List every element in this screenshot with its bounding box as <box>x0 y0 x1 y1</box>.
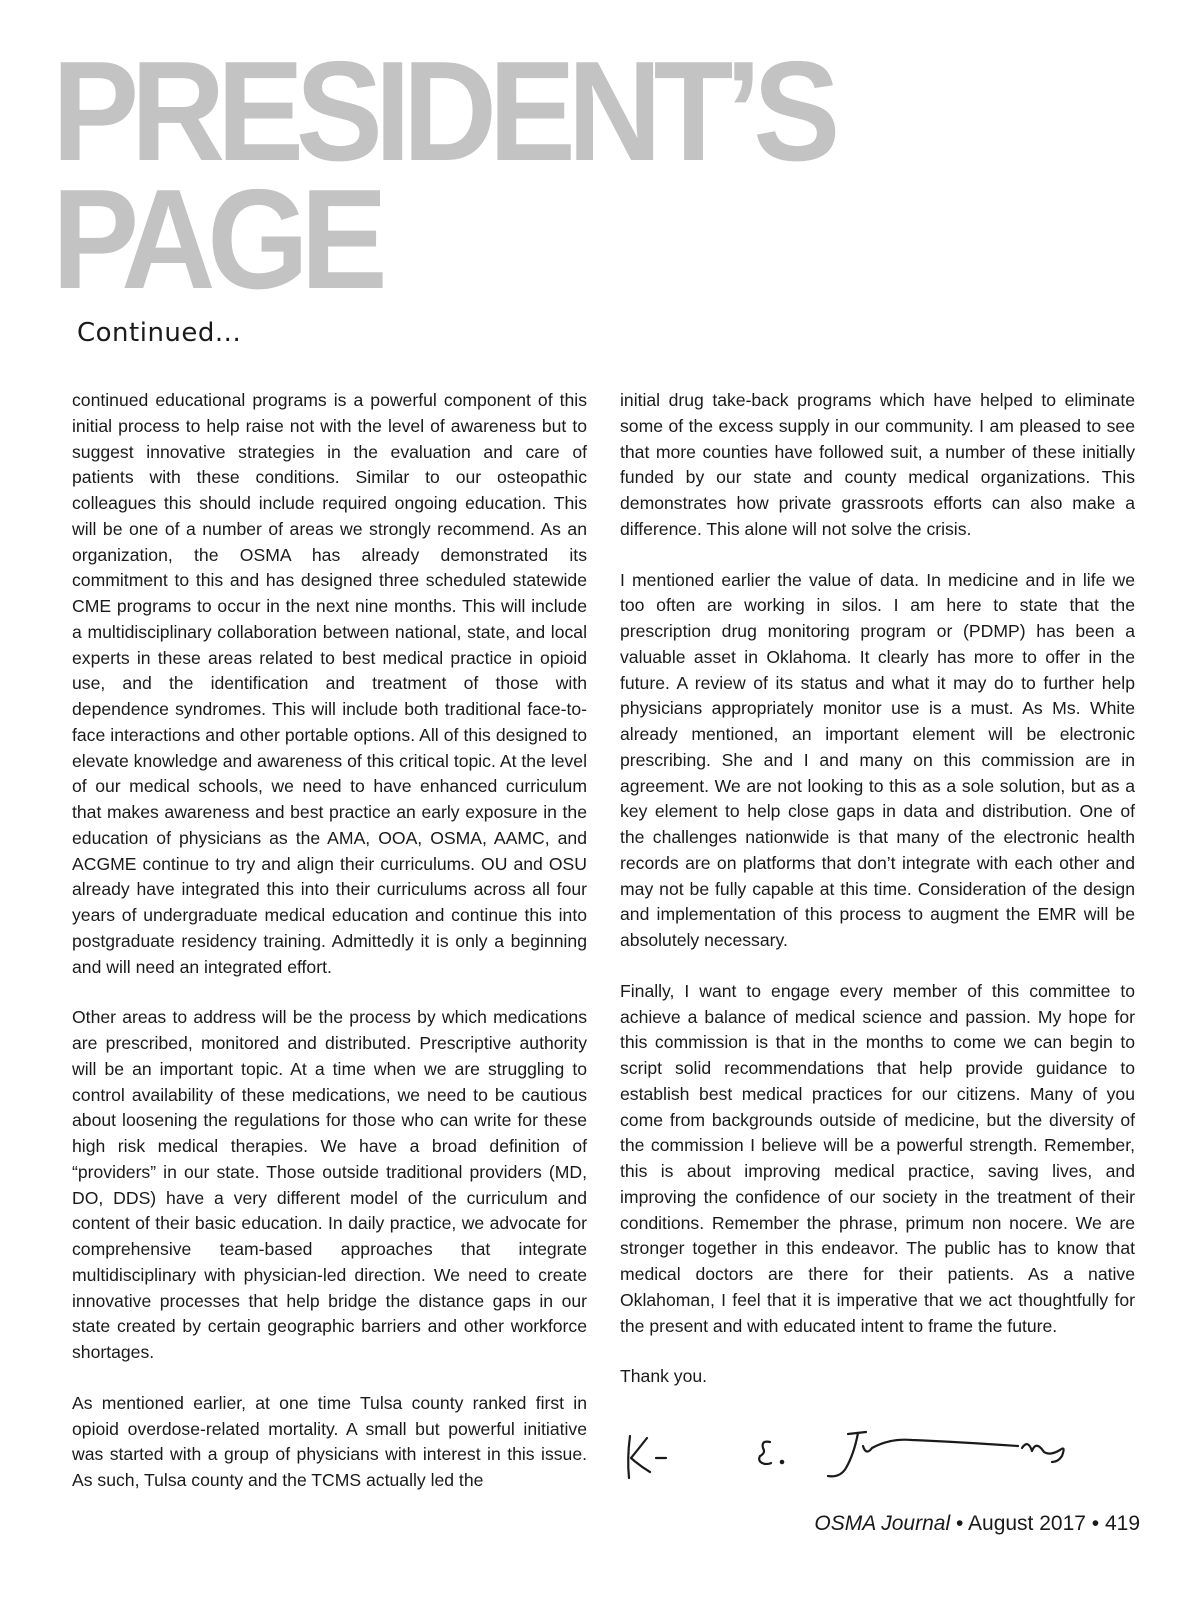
handwritten-signature <box>620 1428 1120 1503</box>
continued-subtitle: Continued... <box>77 318 242 348</box>
journal-name: OSMA Journal <box>814 1512 951 1535</box>
paragraph: As mentioned earlier, at one time Tulsa county ranked first in opioid overdose-related mortality. A small but powerful initiative was started with a group of physicians with interest in this issue. As such, Tulsa county and the TCMS actually led the <box>72 1392 587 1490</box>
paragraph: initial drug take-back programs which have helped to eliminate some of the excess supply in our community. I am pleased to see that more counties have followed suit, a number of these initially funded by our state and county medical organizations. This demonstrates how private grassroots efforts can also make a difference. This alone will not solve the crisis. <box>620 390 1135 539</box>
title-line-presidents: PRESIDENT’S <box>52 32 833 191</box>
paragraph: continued educational programs is a powerful component of this initial process to help raise not with the level of awareness but to suggest innovative strategies in the evaluation and care of patients with these conditions. Similar to our osteopathic colleagues this should include required ongoing education. This will be one of a number of areas we strongly recommend. As an organization, the OSMA has already demonstrated its commitment to this and has designed three scheduled statewide CME programs to occur in the next nine months. This will include a multidisciplinary collaboration between national, state, and local experts in these areas related to best medical practice in opioid use, and the identification and treatment of those with dependence syndromes. This will include both traditional face-to-face interactions and other portable options. All of this designed to elevate knowledge and awareness of this critical topic. At the level of our medical schools, we need to have enhanced curriculum that makes awareness and best practice an early exposure in the education of physicians as the AMA, OOA, OSMA, AAMC, and ACGME continue to try and align their curriculums. OU and OSU already have integrated this into their curriculums across all four years of undergraduate medical education and continue this into postgraduate residency training. Admittedly it is only a beginning and will need an integrated effort. <box>72 390 587 977</box>
right-column <box>620 388 1135 1390</box>
paragraph: I mentioned earlier the value of data. In medicine and in life we too often are working in silos. I am here to state that the prescription drug monitoring program or (PDMP) has been a valuable asset in Oklahoma. It clearly has more to offer in the future. A review of its status and what it may do to further help physicians appropriately monitor use is a must. As Ms. White already mentioned, an important element will be electronic prescribing. She and I and many on this commission are in agreement. We are not looking to this as a sole solution, but as a key element to help close gaps in data and distribution. One of the challenges nationwide is that many of the electronic health records are on platforms that don’t integrate with each other and may not be fully capable at this time. Consideration of the design and implementation of this process to augment the EMR will be absolutely necessary. <box>620 569 1135 950</box>
left-column <box>72 388 587 1494</box>
signature-icon <box>620 1428 1120 1498</box>
paragraph: Other areas to address will be the process by which medications are prescribed, monitored and distributed. Prescriptive authority will be an important topic. At a time when we are struggling to control availability of these medications, we need to be cautious about loosening the regulations for those who can write for these high risk medical therapies. We have a broad definition of “providers” in our state. Those outside traditional providers (MD, DO, DDS) have a very different model of the curriculum and content of their basic education. In daily practice, we advocate for comprehensive team-based approaches that integrate multidisciplinary with physician-led direction. We need to create innovative processes that help bridge the distance gaps in our state created by certain geographic barriers and other workforce shortages. <box>72 1007 587 1362</box>
title-line-page: PAGE <box>52 160 380 319</box>
paragraph: Finally, I want to engage every member of this committee to achieve a balance of medical science and passion. My hope for this commission is that in the months to come we can begin to script solid recommendations that help provide guidance to establish best medical practices for our citizens. Many of you come from backgrounds outside of medicine, but the diversity of the commission I believe will be a powerful strength. Remember, this is about improving medical practice, saving lives, and improving the confidence of our society in the treatment of their conditions. Remember the phrase, primum non nocere. We are stronger together in this endeavor. The public has to know that medical doctors are there for their patients. As a native Oklahoman, I feel that it is imperative that we act thoughtfully for the present and with educated intent to frame the future. <box>620 980 1135 1336</box>
closing-thank-you: Thank you. <box>620 1366 708 1387</box>
issue-info: • August 2017 • 419 <box>950 1512 1140 1535</box>
page-footer <box>814 1512 1140 1536</box>
page-title <box>52 32 833 319</box>
